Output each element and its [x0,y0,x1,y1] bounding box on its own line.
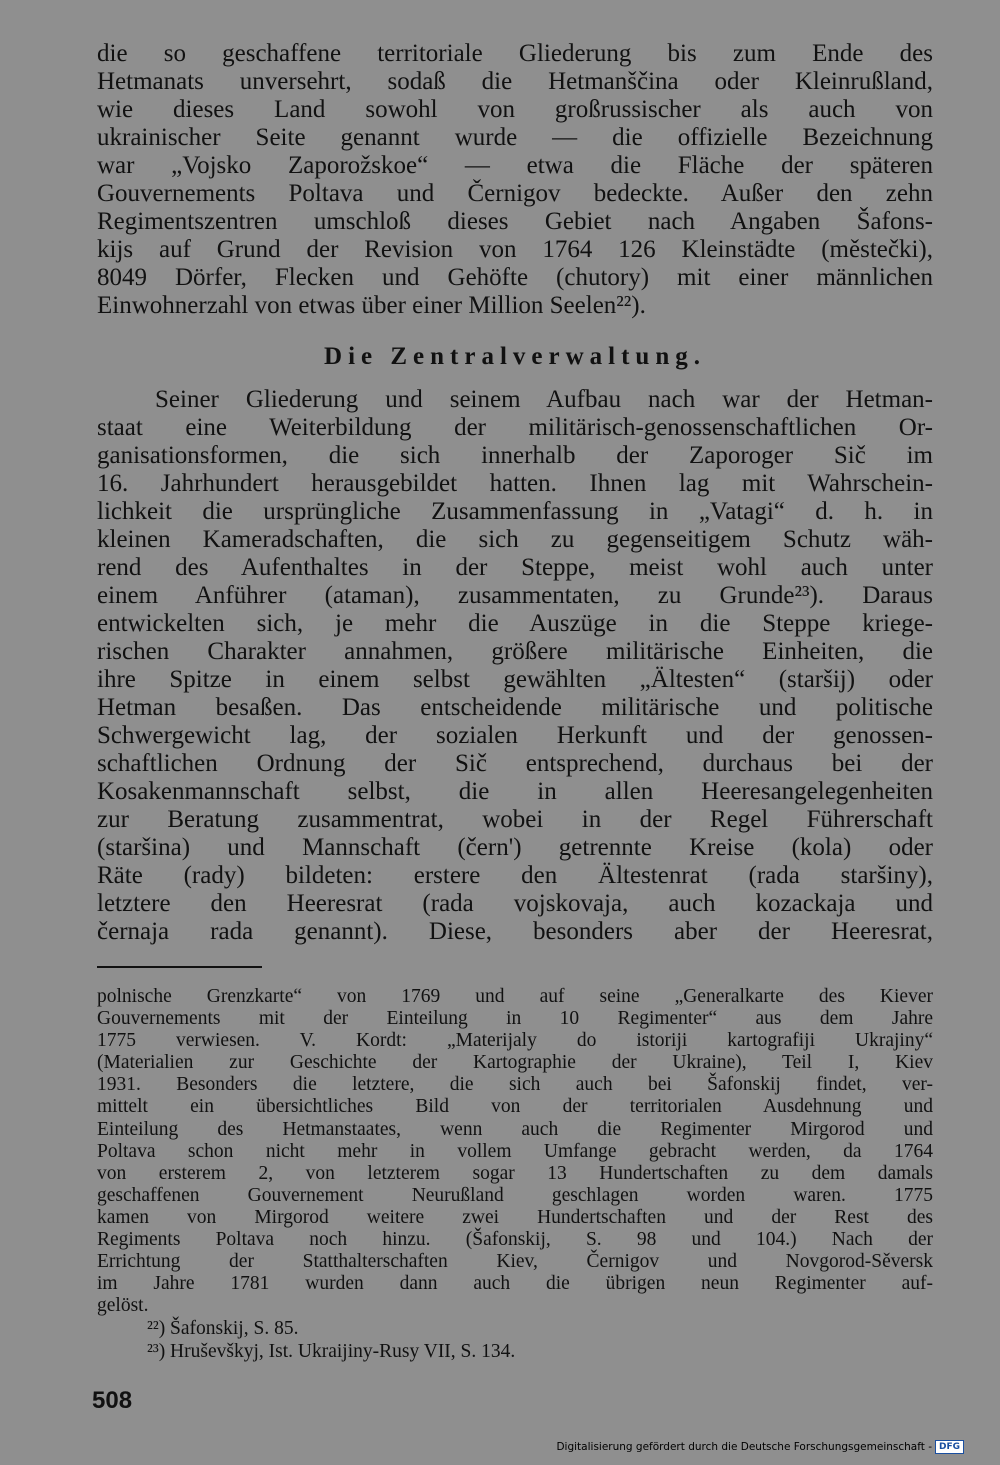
footnotes [97,986,933,1363]
footnote-line: mittelt ein übersichtliches Bild von der territorialen Ausdehnung und [97,1096,933,1118]
section-heading: Die Zentralverwaltung. [324,343,706,370]
footnote-line: (Materialien zur Geschichte der Kartographie der Ukraine), Teil I, Kiev [97,1052,933,1074]
footnote-line: Errichtung der Statthalterschaften Kiev, Černigov und Novgorod-Sěversk [97,1251,933,1273]
footnote-line: im Jahre 1781 wurden dann auch die übrigen neun Regimenter auf- [97,1273,933,1295]
text-line: ihre Spitze in einem selbst gewählten „Ältesten“ (staršij) oder [97,666,933,693]
text-line: war „Vojsko Zaporožskoe“ — etwa die Fläche der späteren [97,152,933,179]
text-line: lichkeit die ursprüngliche Zusammenfassung in „Vatagi“ d. h. in [97,498,933,525]
text-line: zur Beratung zusammentrat, wobei in der Regel Führerschaft [97,806,933,833]
text-line: Gouvernements Poltava und Černigov bedeckte. Außer den zehn [97,180,933,207]
footnote-line: von ersterem 2, von letzterem sogar 13 Hundertschaften zu dem damals [97,1162,933,1184]
footnote-line: Regiments Poltava noch hinzu. (Šafonskij, S. 98 und 104.) Nach der [97,1229,933,1251]
text-line: 16. Jahrhundert herausgebildet hatten. Ihnen lag mit Wahrschein- [97,470,933,497]
paragraph-main [97,386,933,946]
text-line: Hetman besaßen. Das entscheidende militärische und politische [97,694,933,721]
page-number: 508 [92,1387,133,1414]
footnote-line: gelöst. [97,1295,149,1317]
text-line: 8049 Dörfer, Flecken und Gehöfte (chutory) mit einer männlichen [97,264,933,291]
footnote-line: Poltava schon nicht mehr in vollem Umfange gebracht werden, da 1764 [97,1140,933,1162]
footnote-22: ²²) Šafonskij, S. 85. [147,1318,299,1340]
footnote-line: 1775 verwiesen. V. Kordt: „Materijaly do istoriji kartografiji Ukrajiny“ [97,1030,933,1052]
credit-text: Digitalisierung gefördert durch die Deutsche Forschungsgemeinschaft - [556,1441,932,1453]
footnote-line: kamen von Mirgorod weitere zwei Hundertschaften und der Rest des [97,1206,933,1228]
text-line: Hetmanats unversehrt, sodaß die Hetmanščina oder Kleinrußland, [97,68,933,95]
page-content [97,40,933,1363]
text-line: kijs auf Grund der Revision von 1764 126 Kleinstädte (městečki), [97,236,933,263]
text-line: Seiner Gliederung und seinem Aufbau nach war der Hetman- [155,386,933,413]
text-line: wie dieses Land sowohl von großrussischer als auch von [97,96,933,123]
text-line: černaja rada genannt). Diese, besonders aber der Heeresrat, [97,918,933,945]
text-line: Einwohnerzahl von etwas über einer Million Seelen²²). [97,292,646,319]
footnote-line: Gouvernements mit der Einteilung in 10 Regimenter“ aus dem Jahre [97,1008,933,1030]
footnote-line: polnische Grenzkarte“ von 1769 und auf seine „Generalkarte des Kiever [97,986,933,1007]
text-line: Regimentszentren umschloß dieses Gebiet nach Angaben Šafons- [97,208,933,235]
footnote-divider [97,966,262,968]
dfg-logo: DFG [935,1440,964,1454]
text-line: einem Anführer (ataman), zusammentaten, zu Grunde²³). Daraus [97,582,933,609]
text-line: rischen Charakter annahmen, größere militärische Einheiten, die [97,638,933,665]
text-line: (staršina) und Mannschaft (čern') getrennte Kreise (kola) oder [97,834,933,861]
text-line: kleinen Kameradschaften, die sich zu gegenseitigem Schutz wäh- [97,526,933,553]
text-line: schaftlichen Ordnung der Sič entsprechend, durchaus bei der [97,750,933,777]
text-line: letztere den Heeresrat (rada vojskovaja, auch kozackaja und [97,890,933,917]
text-line: rend des Aufenthaltes in der Steppe, meist wohl auch unter [97,554,933,581]
digitization-credit [556,1440,964,1454]
text-line: Räte (rady) bildeten: erstere den Ältestenrat (rada staršiny), [97,862,933,889]
paragraph-continuation [97,40,933,320]
footnote-line: 1931. Besonders die letztere, die sich auch bei Šafonskij findet, ver- [97,1074,933,1096]
text-line: Kosakenmannschaft selbst, die in allen Heeresangelegenheiten [97,778,933,805]
text-line: die so geschaffene territoriale Gliederung bis zum Ende des [97,40,933,67]
text-line: staat eine Weiterbildung der militärisch-genossenschaftlichen Or- [97,414,933,441]
footnote-23: ²³) Hruševškyj, Ist. Ukraijiny-Rusy VII, S. 134. [147,1341,516,1363]
footnote-line: geschaffenen Gouvernement Neurußland geschlagen worden waren. 1775 [97,1184,933,1206]
text-line: ganisationsformen, die sich innerhalb der Zaporoger Sič im [97,442,933,469]
text-line: ukrainischer Seite genannt wurde — die offizielle Bezeichnung [97,124,933,151]
footnote-line: Einteilung des Hetmanstaates, wenn auch die Regimenter Mirgorod und [97,1118,933,1140]
text-line: entwickelten sich, je mehr die Auszüge in die Steppe kriege- [97,610,933,637]
text-line: Schwergewicht lag, der sozialen Herkunft und der genossen- [97,722,933,749]
